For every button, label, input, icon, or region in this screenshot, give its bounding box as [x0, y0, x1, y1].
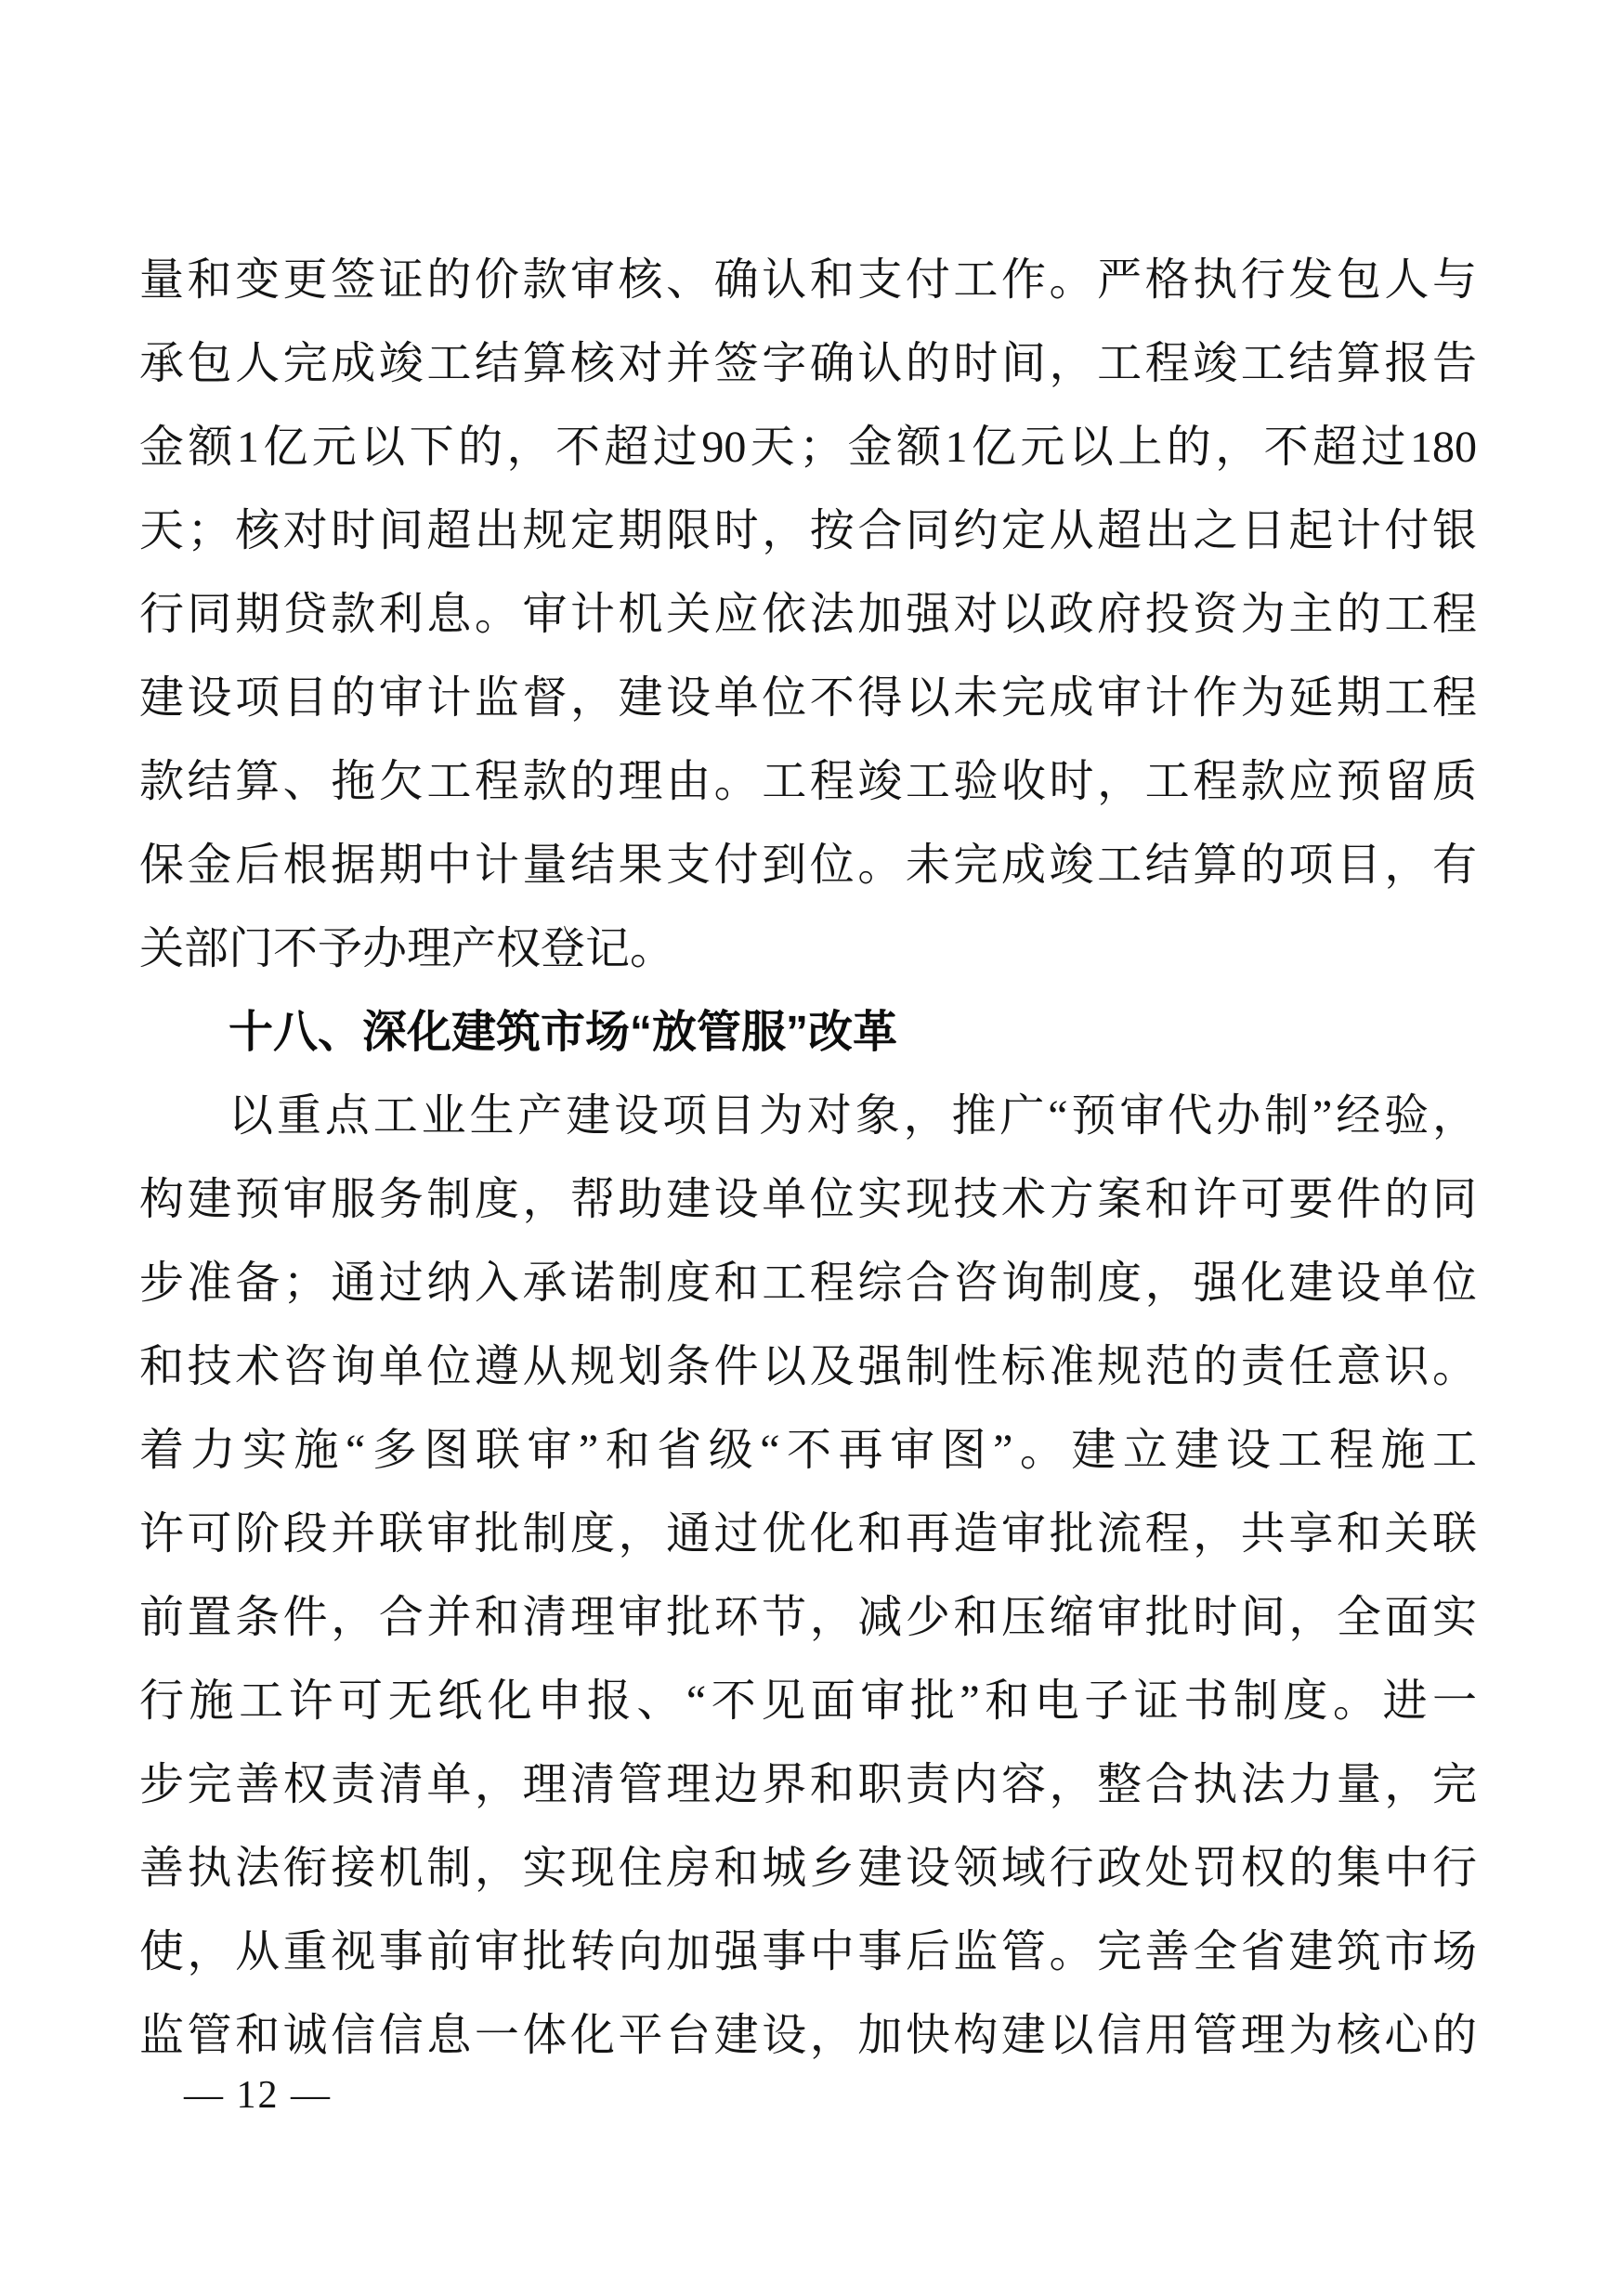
text-line: 前置条件，合并和清理审批环节，减少和压缩审批时间，全面实	[139, 1593, 1477, 1642]
paragraph-continued	[139, 239, 1477, 991]
text-line: 量和变更签证的价款审核、确认和支付工作。严格执行发包人与	[139, 255, 1477, 305]
text-line: 步准备；通过纳入承诺制度和工程综合咨询制度，强化建设单位	[139, 1259, 1477, 1308]
text-line: 以重点工业生产建设项目为对象，推广“预审代办制”经验，	[228, 1091, 1477, 1141]
text-line: 关部门不予办理产权登记。	[139, 924, 675, 973]
text-line: 天；核对时间超出规定期限时，按合同约定从超出之日起计付银	[139, 506, 1477, 555]
text-line: 行施工许可无纸化申报、“不见面审批”和电子证书制度。进一	[139, 1676, 1477, 1726]
text-line: 使，从重视事前审批转向加强事中事后监管。完善全省建筑市场	[139, 1927, 1477, 1976]
text-line: 和技术咨询单位遵从规划条件以及强制性标准规范的责任意识。	[139, 1342, 1477, 1391]
text-line: 建设项目的审计监督，建设单位不得以未完成审计作为延期工程	[139, 673, 1477, 723]
text-block	[139, 239, 1477, 2078]
text-line: 金额1亿元以下的，不超过90天；金额1亿元以上的，不超过180	[139, 423, 1477, 472]
text-line: 许可阶段并联审批制度，通过优化和再造审批流程，共享和关联	[139, 1509, 1477, 1559]
text-line: 保金后根据期中计量结果支付到位。未完成竣工结算的项目，有	[139, 841, 1477, 890]
text-line: 款结算、拖欠工程款的理由。工程竣工验收时，工程款应预留质	[139, 757, 1477, 806]
page-number: — 12 —	[184, 2074, 332, 2117]
section-heading: 十八、深化建筑市场“放管服”改革	[228, 1008, 898, 1057]
paragraph-body	[139, 1075, 1477, 2078]
text-line: 步完善权责清单，理清管理边界和职责内容，整合执法力量，完	[139, 1760, 1477, 1809]
text-line: 监管和诚信信息一体化平台建设，加快构建以信用管理为核心的	[139, 2011, 1477, 2060]
text-line: 承包人完成竣工结算核对并签字确认的时间，工程竣工结算报告	[139, 339, 1477, 388]
text-line: 构建预审服务制度，帮助建设单位实现技术方案和许可要件的同	[139, 1175, 1477, 1224]
text-line: 善执法衔接机制，实现住房和城乡建设领域行政处罚权的集中行	[139, 1844, 1477, 1893]
text-line: 着力实施“多图联审”和省级“不再审图”。建立建设工程施工	[139, 1426, 1477, 1475]
text-line: 行同期贷款利息。审计机关应依法加强对以政府投资为主的工程	[139, 590, 1477, 639]
